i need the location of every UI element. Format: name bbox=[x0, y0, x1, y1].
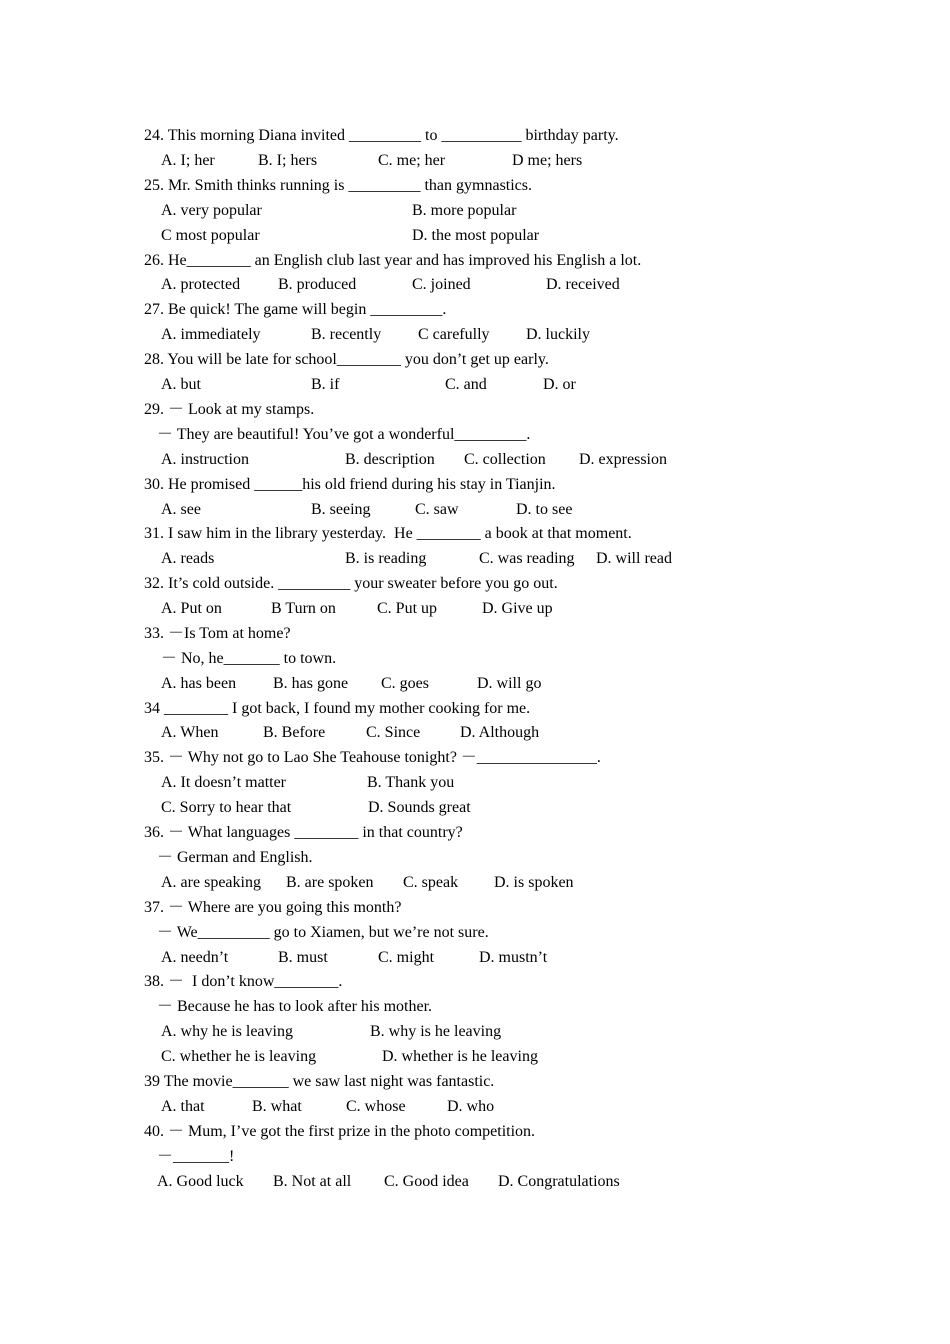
question-stem-30: 30. He promised ______his old friend during his stay in Tianjin. bbox=[144, 476, 556, 493]
option-36-a: A. are speaking bbox=[161, 874, 261, 891]
option-39-d: D. who bbox=[447, 1098, 495, 1115]
option-28-c: C. and bbox=[445, 376, 487, 393]
question-stem-25: 25. Mr. Smith thinks running is _________ than gymnastics. bbox=[144, 177, 533, 194]
option-28-b: B. if bbox=[311, 376, 340, 393]
option-37-d: D. mustn’t bbox=[479, 949, 548, 966]
option-35-b: B. Thank you bbox=[367, 774, 455, 791]
option-26-d: D. received bbox=[546, 276, 620, 293]
question-reply-29: － They are beautiful! You’ve got a wonderful_________. bbox=[157, 426, 531, 443]
option-37-a: A. needn’t bbox=[161, 949, 229, 966]
question-stem-37: 37. － Where are you going this month? bbox=[144, 899, 402, 916]
question-reply-37: － We_________ go to Xiamen, but we’re not sure. bbox=[157, 924, 489, 941]
option-35-a: A. It doesn’t matter bbox=[161, 774, 287, 791]
question-stem-24: 24. This morning Diana invited _________ to __________ birthday party. bbox=[144, 127, 619, 144]
question-stem-40: 40. － Mum, I’ve got the first prize in the photo competition. bbox=[144, 1123, 536, 1140]
question-stem-26: 26. He________ an English club last year and has improved his English a lot. bbox=[144, 252, 642, 269]
option-32-c: C. Put up bbox=[377, 600, 438, 617]
question-reply-36: － German and English. bbox=[157, 849, 313, 866]
option-25-a: A. very popular bbox=[161, 202, 262, 219]
option-26-b: B. produced bbox=[278, 276, 357, 293]
question-stem-36: 36. － What languages ________ in that country? bbox=[144, 824, 463, 841]
option-27-c: C carefully bbox=[418, 326, 490, 343]
question-reply-38: － Because he has to look after his mother. bbox=[157, 998, 433, 1015]
option-27-b: B. recently bbox=[311, 326, 382, 343]
question-stem-27: 27. Be quick! The game will begin _________. bbox=[144, 301, 447, 318]
option-34-d: D. Although bbox=[460, 724, 540, 741]
option-38-b: B. why is he leaving bbox=[370, 1023, 502, 1040]
option-33-d: D. will go bbox=[477, 675, 542, 692]
question-stem-29: 29. － Look at my stamps. bbox=[144, 401, 315, 418]
question-stem-28: 28. You will be late for school________ you don’t get up early. bbox=[144, 351, 549, 368]
option-33-b: B. has gone bbox=[273, 675, 349, 692]
option-24-c: C. me; her bbox=[378, 152, 446, 169]
option-35-c: C. Sorry to hear that bbox=[161, 799, 292, 816]
option-33-c: C. goes bbox=[381, 675, 429, 692]
option-30-b: B. seeing bbox=[311, 501, 371, 518]
option-29-a: A. instruction bbox=[161, 451, 249, 468]
option-29-d: D. expression bbox=[579, 451, 667, 468]
option-35-d: D. Sounds great bbox=[368, 799, 471, 816]
option-31-a: A. reads bbox=[161, 550, 215, 567]
option-32-a: A. Put on bbox=[161, 600, 222, 617]
option-29-c: C. collection bbox=[464, 451, 546, 468]
option-30-a: A. see bbox=[161, 501, 201, 518]
option-27-a: A. immediately bbox=[161, 326, 261, 343]
option-37-b: B. must bbox=[278, 949, 328, 966]
option-28-d: D. or bbox=[543, 376, 576, 393]
option-38-a: A. why he is leaving bbox=[161, 1023, 293, 1040]
option-40-b: B. Not at all bbox=[273, 1173, 352, 1190]
question-stem-39: 39 The movie_______ we saw last night was fantastic. bbox=[144, 1073, 495, 1090]
option-25-b: B. more popular bbox=[412, 202, 517, 219]
option-32-b: B Turn on bbox=[271, 600, 336, 617]
option-28-a: A. but bbox=[161, 376, 201, 393]
option-37-c: C. might bbox=[378, 949, 435, 966]
option-31-c: C. was reading bbox=[479, 550, 575, 567]
option-36-d: D. is spoken bbox=[494, 874, 574, 891]
question-stem-34: 34 ________ I got back, I found my mother cooking for me. bbox=[144, 700, 531, 717]
option-29-b: B. description bbox=[345, 451, 435, 468]
question-stem-31: 31. I saw him in the library yesterday. He ________ a book at that moment. bbox=[144, 525, 632, 542]
option-25-d: D. the most popular bbox=[412, 227, 540, 244]
question-reply-40: －_______! bbox=[157, 1148, 235, 1165]
option-24-b: B. I; hers bbox=[258, 152, 318, 169]
option-36-b: B. are spoken bbox=[286, 874, 374, 891]
option-34-a: A. When bbox=[161, 724, 219, 741]
option-38-c: C. whether he is leaving bbox=[161, 1048, 317, 1065]
question-stem-32: 32. It’s cold outside. _________ your sweater before you go out. bbox=[144, 575, 558, 592]
option-24-d: D me; hers bbox=[512, 152, 583, 169]
option-39-c: C. whose bbox=[346, 1098, 406, 1115]
option-33-a: A. has been bbox=[161, 675, 237, 692]
option-27-d: D. luckily bbox=[526, 326, 590, 343]
option-40-d: D. Congratulations bbox=[498, 1173, 620, 1190]
option-30-c: C. saw bbox=[415, 501, 459, 518]
question-stem-35: 35. － Why not go to Lao She Teahouse tonight? －_______________. bbox=[144, 749, 601, 766]
option-31-b: B. is reading bbox=[345, 550, 427, 567]
option-24-a: A. I; her bbox=[161, 152, 215, 169]
question-stem-33: 33. －Is Tom at home? bbox=[144, 625, 291, 642]
option-39-a: A. that bbox=[161, 1098, 205, 1115]
option-30-d: D. to see bbox=[516, 501, 573, 518]
question-reply-33: － No, he_______ to town. bbox=[161, 650, 337, 667]
option-34-b: B. Before bbox=[263, 724, 326, 741]
option-39-b: B. what bbox=[252, 1098, 302, 1115]
option-38-d: D. whether is he leaving bbox=[382, 1048, 538, 1065]
option-26-c: C. joined bbox=[412, 276, 471, 293]
option-31-d: D. will read bbox=[596, 550, 672, 567]
option-40-c: C. Good idea bbox=[384, 1173, 469, 1190]
option-34-c: C. Since bbox=[366, 724, 421, 741]
option-26-a: A. protected bbox=[161, 276, 241, 293]
question-stem-38: 38. － I don’t know________. bbox=[144, 973, 343, 990]
option-25-c: C most popular bbox=[161, 227, 260, 244]
option-40-a: A. Good luck bbox=[157, 1173, 244, 1190]
option-32-d: D. Give up bbox=[482, 600, 553, 617]
option-36-c: C. speak bbox=[403, 874, 459, 891]
